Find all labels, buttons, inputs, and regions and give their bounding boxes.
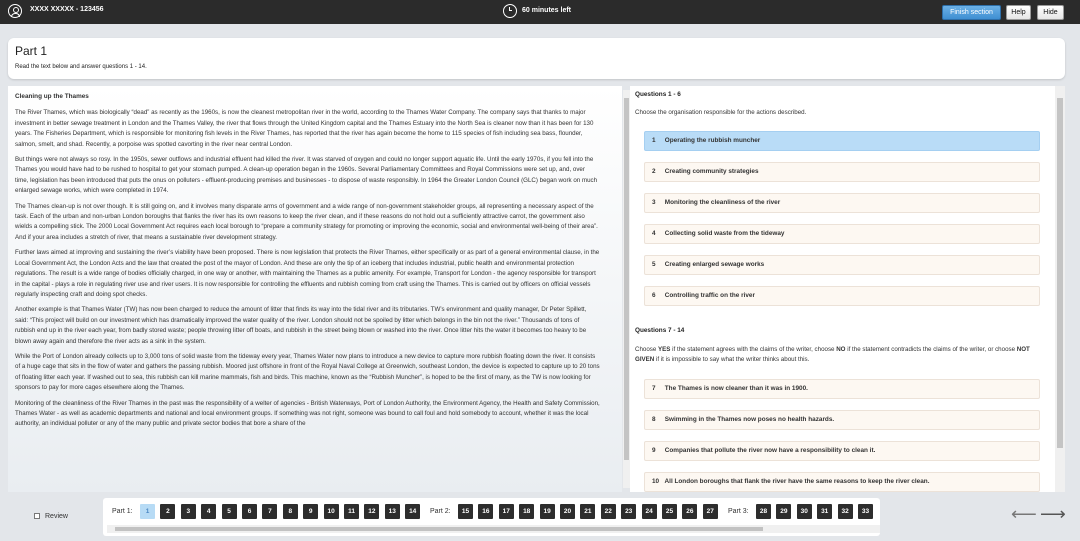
question-text: Operating the rubbish muncher: [664, 137, 761, 144]
scrollbar-thumb[interactable]: [115, 527, 763, 531]
part1-label: Part 1:: [112, 508, 133, 515]
question-text: Monitoring the cleanliness of the river: [664, 199, 781, 206]
question-nav-2[interactable]: 2: [160, 504, 175, 519]
candidate-id: XXXX XXXXX - 123456: [30, 6, 104, 13]
arrow-right-icon[interactable]: ⟶: [1040, 504, 1066, 524]
instruction-text: if the statement contradicts the claims of the writer, or choose: [845, 346, 1017, 353]
question-1[interactable]: [644, 131, 1040, 151]
question-8[interactable]: [644, 410, 1040, 430]
part-header: [8, 38, 1065, 79]
questions-7-14-heading: Questions 7 - 14: [635, 327, 685, 334]
question-nav-13[interactable]: 13: [385, 504, 400, 519]
question-text: Creating community strategies: [664, 168, 759, 175]
instruction-text: if it is impossible to say what the writer thinks about this.: [654, 356, 810, 363]
question-number: 8: [652, 416, 656, 423]
question-2[interactable]: [644, 162, 1040, 182]
passage-paragraph: But things were not always so rosy. In the 1950s, sewer outflows and industrial effluent had killed the river. It was starved of oxygen and could no longer support aquatic life. Until the early 1970s, if you fell into the Thames you would have had to be rushed to hospital to get your stomach pumped. A clean-up operation began in the 1960s. Several Parliamentary Committees and Royal Commissions were set up, and, over time, legislation has been introduced that puts the onus on polluters - effluent-producing premises and businesses - to dispose of waste responsibly. In 1964 the Greater London Council (GLC) began work on much enlarged sewage works, which were completed in 1974.: [15, 156, 598, 195]
question-text: Swimming in the Thames now poses no health hazards.: [664, 416, 835, 423]
questions-scrollbar[interactable]: [1055, 86, 1065, 492]
passage-paragraph: Further laws aimed at improving and sustaining the river’s viability have been proposed. There is now legislation that protects the River Thames, either specifically or as part of a general environmental clause, in the Local Government Act, the London Acts and the law that created the post of the mayor of London. And these are only the tip of an iceberg that includes industrial, public health and environmental protection regulations. The result is a wide range of bodies officially charged, in one way or another, with maintaining the Thames as a public amenity. For example, Transport for London - the agency responsible for transport in the capital - plays a role in regulating river use and river users. It is now responsible for controlling the effluents and rubbish coming from craft using the Thames. This is carried out by officers on official vessels regularly inspecting craft and doing spot checks.: [15, 249, 600, 298]
question-number: 2: [652, 168, 656, 175]
question-nav-18[interactable]: 18: [519, 504, 534, 519]
question-nav-4[interactable]: 4: [201, 504, 216, 519]
question-nav-5[interactable]: 5: [222, 504, 237, 519]
question-nav-11[interactable]: 11: [344, 504, 359, 519]
question-9[interactable]: [644, 441, 1040, 461]
part-title: Part 1: [15, 44, 48, 58]
scrollbar-thumb[interactable]: [1057, 98, 1063, 448]
question-nav-6[interactable]: 6: [242, 504, 257, 519]
questions-pane: [630, 86, 1065, 492]
question-number: 10: [652, 478, 660, 485]
part-instruction: Read the text below and answer questions 1 - 14.: [15, 64, 147, 70]
question-text: The Thames is now cleaner than it was in 1900.: [664, 385, 808, 392]
question-nav-24[interactable]: 24: [642, 504, 657, 519]
main-area: [8, 86, 1065, 492]
finish-section-button[interactable]: Finish section: [942, 5, 1001, 20]
question-nav-17[interactable]: 17: [499, 504, 514, 519]
question-nav-16[interactable]: 16: [478, 504, 493, 519]
question-number: 4: [652, 230, 656, 237]
question-nav-32[interactable]: 32: [838, 504, 853, 519]
question-nav-1[interactable]: 1: [140, 504, 155, 519]
question-nav-10[interactable]: 10: [324, 504, 339, 519]
question-7[interactable]: [644, 379, 1040, 399]
review-toggle[interactable]: [34, 513, 68, 520]
part2-label: Part 2:: [430, 508, 451, 515]
scrollbar-thumb[interactable]: [624, 98, 629, 460]
question-3[interactable]: [644, 193, 1040, 213]
question-nav-3[interactable]: 3: [181, 504, 196, 519]
passage-paragraph: The River Thames, which was biologically “dead” as recently as the 1960s, is now the cleanest metropolitan river in the world, according to the Thames Water Company. The company says that thanks to major investment in better sewage treatment in London and the Thames Valley, the river that flows through the United Kingdom capital and the Thames Estuary into the North Sea is cleaner now than it has been for 130 years. The Fisheries Department, which is responsible for monitoring fish levels in the River Thames, has reported that the river has again become the home to 115 species of fish including sea bass, flounder, salmon, smelt, and shad. Recently, a porpoise was spotted cavorting in the river near central London.: [15, 109, 594, 148]
question-text: Companies that pollute the river now have a responsibility to clean it.: [664, 447, 876, 454]
question-nav-8[interactable]: 8: [283, 504, 298, 519]
instruction-no: NO: [836, 346, 846, 353]
passage-scrollbar[interactable]: [623, 90, 630, 488]
question-nav-15[interactable]: 15: [458, 504, 473, 519]
instruction-not-given: NOT GIVEN: [635, 346, 1030, 363]
question-nav-25[interactable]: 25: [662, 504, 677, 519]
time-remaining: 60 minutes left: [522, 7, 572, 14]
reading-passage: [8, 86, 622, 430]
question-5[interactable]: [644, 255, 1040, 275]
question-number: 5: [652, 261, 656, 268]
questions-1-6-instruction: Choose the organisation responsible for the actions described.: [635, 109, 807, 116]
question-nav-30[interactable]: 30: [797, 504, 812, 519]
question-number: 3: [652, 199, 656, 206]
question-6[interactable]: [644, 286, 1040, 306]
question-nav-21[interactable]: 21: [580, 504, 595, 519]
question-text: Controlling traffic on the river: [664, 292, 755, 299]
instruction-text: if the statement agrees with the claims of the writer, choose: [670, 346, 837, 353]
question-text: Creating enlarged sewage works: [664, 261, 765, 268]
passage-title: Cleaning up the Thames: [15, 93, 89, 100]
passage-paragraph: Another example is that Thames Water (TW) has now been charged to reduce the amount of litter that finds its way into the tidal river and its tributaries. TW’s environment and quality manager, Dr Peter Spillett, said: “This project will build on our investment which has dramatically improved the water quality of the river. London should not be spoiled by litter which belongs in the bin not the river.” Thousands of tons of rubbish end up in the river each year, from badly stored waste; people throwing litter off boats, and rubbish in the street being blown or washed into the river. Once litter hits the water it becomes too heavy to be blown away again and therefore the river acts as a sink in the system.: [15, 306, 587, 345]
passage-paragraph: The Thames clean-up is not over though. It is still going on, and it involves many disparate arms of government and a wide range of non-government stakeholder groups, all representing a necessary aspect of the task. Each of the urban and non-urban London boroughs that flanks the river has its own reasons to keep the river clean, and if these reasons do not hold out a sufficiently attractive carrot, the government also wields a compelling stick. The 2000 Local Government Act requires each local borough to “prepare a community strategy for promoting or improving the economic, social and environmental well-being of their area”. And if your area includes a stretch of river, that means a sustainable river development strategy.: [15, 202, 598, 241]
passage-paragraph: While the Port of London already collects up to 3,000 tons of solid waste from the tideway every year, Thames Water now plans to introduce a new device to capture more rubbish floating down the river. It consists of a huge cage that sits in the flow of water and gathers the passing rubbish. Moored just offshore in front of the Royal Naval College at Greenwich, southeast London, the device is expected to capture up to 20 tons of floating litter each year. If washed out to sea, this rubbish can kill marine mammals, fish and birds. This machine, known as the “Rubbish Muncher”, is hoped to be the first of many, as the TW is now looking for sponsors to pay for more cages elsewhere along the Thames.: [15, 352, 600, 392]
question-number: 1: [652, 137, 656, 144]
user-icon: [8, 4, 22, 18]
question-nav-9[interactable]: 9: [303, 504, 318, 519]
question-nav-20[interactable]: 20: [560, 504, 575, 519]
review-checkbox[interactable]: [34, 513, 40, 519]
question-number: 7: [652, 385, 656, 392]
question-nav-28[interactable]: 28: [756, 504, 771, 519]
question-nav-7[interactable]: 7: [262, 504, 277, 519]
question-nav-29[interactable]: 29: [776, 504, 791, 519]
questions-1-6-heading: Questions 1 - 6: [635, 91, 681, 98]
top-bar: [0, 0, 1080, 24]
question-navigation: [103, 498, 880, 536]
hide-button[interactable]: Hide: [1037, 5, 1064, 20]
timer-icon: [503, 4, 517, 18]
question-number: 9: [652, 447, 656, 454]
questions-7-14-instruction: [635, 345, 1050, 365]
question-4[interactable]: [644, 224, 1040, 244]
question-number: 6: [652, 292, 656, 299]
question-text: All London boroughs that flank the river have the same reasons to keep the river clean.: [664, 478, 930, 485]
instruction-yes: YES: [658, 346, 671, 353]
reading-passage-pane: [8, 86, 622, 492]
review-label: Review: [45, 513, 68, 520]
question-nav-23[interactable]: 23: [621, 504, 636, 519]
navigation-scrollbar[interactable]: [107, 525, 880, 533]
question-nav-22[interactable]: 22: [601, 504, 616, 519]
passage-paragraph: Monitoring of the cleanliness of the River Thames in the past was the responsibility of a welter of agencies - British Waterways, Port of London Authority, the Environment Agency, the Health and Safety Commission, Thames Water - as well as academic departments and national and local environment groups. If something was not right, someone was bound to call foul and hold somebody to account, whether it was the local authority, an individual polluter or any of the many public and private sector bodies that bore a share of the: [15, 399, 600, 428]
question-nav-19[interactable]: 19: [540, 504, 555, 519]
question-nav-27[interactable]: 27: [703, 504, 718, 519]
arrow-left-icon[interactable]: ⟵: [1011, 504, 1037, 524]
question-nav-14[interactable]: 14: [405, 504, 420, 519]
question-10[interactable]: [644, 472, 1040, 492]
instruction-text: Choose: [635, 346, 659, 353]
help-button[interactable]: Help: [1006, 5, 1031, 20]
question-nav-31[interactable]: 31: [817, 504, 832, 519]
question-text: Collecting solid waste from the tideway: [664, 230, 785, 237]
question-nav-33[interactable]: 33: [858, 504, 873, 519]
question-nav-26[interactable]: 26: [682, 504, 697, 519]
question-nav-12[interactable]: 12: [364, 504, 379, 519]
part3-label: Part 3:: [728, 508, 749, 515]
